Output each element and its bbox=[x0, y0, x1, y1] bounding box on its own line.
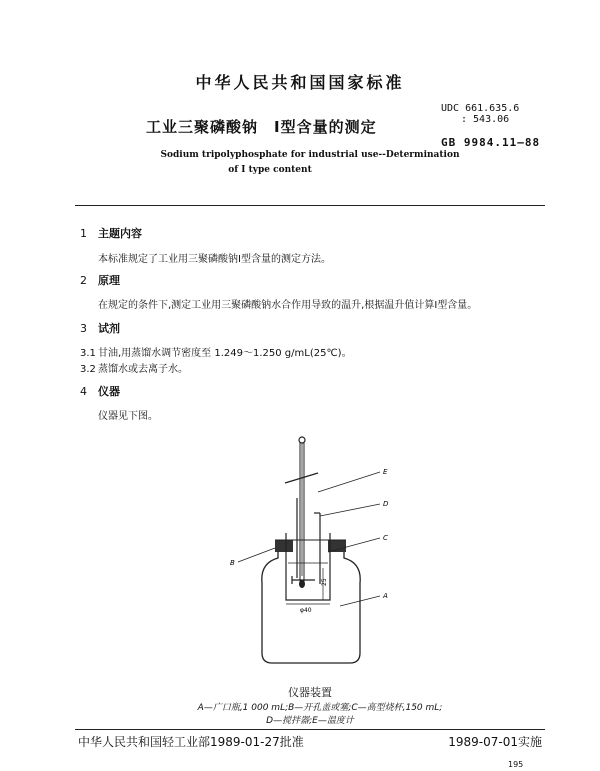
section-3-title: 试剂 bbox=[98, 322, 120, 335]
section-2-number: 2 bbox=[80, 274, 87, 287]
section-4-number: 4 bbox=[80, 385, 87, 398]
page-number: 195 bbox=[508, 760, 524, 769]
item-3-2-number: 3.2 bbox=[80, 364, 96, 375]
section-3-item-1 bbox=[80, 344, 352, 359]
section-4-heading bbox=[80, 383, 120, 399]
height-dimension: 25 bbox=[321, 578, 328, 586]
document-title-en bbox=[0, 148, 600, 178]
item-3-1-text: 甘油,用蒸馏水调节密度至 1.249～1.250 g/mL(25℃)。 bbox=[98, 348, 352, 359]
apparatus-diagram bbox=[220, 428, 410, 678]
stirrer bbox=[292, 498, 320, 584]
item-3-2-text: 蒸馏水或去离子水。 bbox=[98, 364, 188, 375]
section-4-text: 仪器见下图。 bbox=[98, 411, 158, 422]
section-3-heading bbox=[80, 320, 120, 336]
thermometer bbox=[299, 437, 305, 588]
diameter-dimension: φ40 bbox=[300, 607, 312, 614]
section-1-text: 本标准规定了工业用三聚磷酸钠Ⅰ型含量的测定方法。 bbox=[98, 254, 331, 265]
label-a: A bbox=[383, 592, 388, 600]
section-2-text: 在规定的条件下,测定工业用三聚磷酸钠水合作用导致的温升,根据温升值计算Ⅰ型含量。 bbox=[98, 300, 478, 311]
section-1-title: 主题内容 bbox=[98, 227, 142, 240]
label-b: B bbox=[230, 559, 235, 567]
section-3-number: 3 bbox=[80, 322, 87, 335]
section-1-number: 1 bbox=[80, 227, 87, 240]
label-c: C bbox=[383, 534, 388, 542]
document-title-en-line2: of Ⅰ type content bbox=[228, 165, 312, 175]
label-d: D bbox=[383, 500, 389, 508]
section-1-heading bbox=[80, 225, 142, 241]
wide-mouth-jar bbox=[262, 548, 360, 663]
section-3-item-2 bbox=[80, 360, 188, 375]
standard-header-title: 中华人民共和国国家标准 bbox=[195, 73, 405, 92]
udc-code: UDC 661.635.6 bbox=[441, 103, 520, 114]
leader-line-b bbox=[238, 548, 275, 562]
leader-line-e bbox=[318, 472, 380, 492]
figure-caption: 仪器装置 bbox=[288, 686, 332, 699]
document-title-zh: 工业三聚磷酸钠 Ⅰ型含量的测定 bbox=[146, 118, 377, 136]
section-2-title: 原理 bbox=[98, 274, 120, 287]
section-4-title: 仪器 bbox=[98, 385, 120, 398]
footer-divider bbox=[75, 729, 545, 730]
label-e: E bbox=[383, 468, 388, 476]
udc-code-continued: : 543.06 bbox=[461, 114, 510, 125]
approval-note: 中华人民共和国轻工业部1989-01-27批准 bbox=[78, 735, 304, 749]
document-title-en-line1: Sodium tripolyphosphate for industrial use--Determination bbox=[160, 150, 460, 160]
header-divider bbox=[75, 205, 545, 206]
leader-line-d bbox=[320, 504, 380, 516]
gb-standard-code: GB 9984.11—88 bbox=[441, 136, 541, 149]
section-2-heading bbox=[80, 272, 120, 288]
figure-legend-line2: D—搅拌器;E—温度计 bbox=[266, 716, 354, 726]
figure-legend-line1: A—广口瓶,1 000 mL;B—开孔盖或塞;C—高型烧杯,150 mL; bbox=[197, 703, 443, 713]
item-3-1-number: 3.1 bbox=[80, 348, 96, 359]
effective-date: 1989-07-01实施 bbox=[448, 735, 542, 749]
